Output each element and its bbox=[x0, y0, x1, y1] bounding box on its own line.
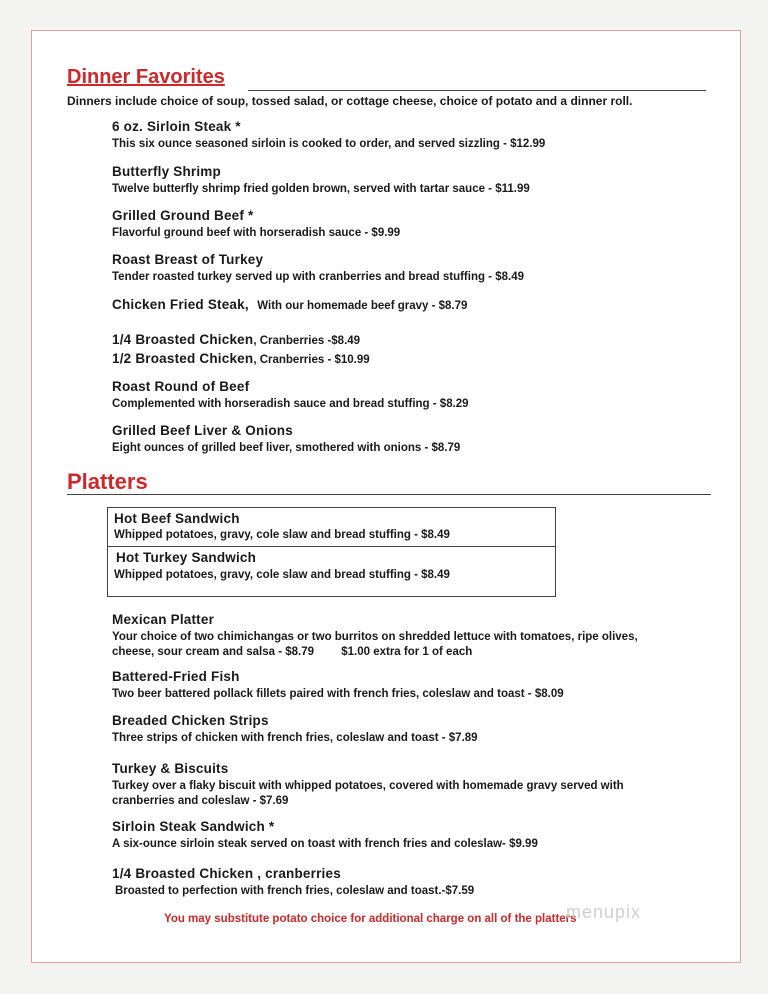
item-description: This six ounce seasoned sirloin is cooked to order, and served sizzling - $12.99 bbox=[112, 138, 546, 150]
item-description: Your choice of two chimichangas or two burritos on shredded lettuce with tomatoes, ripe olives, bbox=[112, 631, 638, 643]
item-name: Roast Breast of Turkey bbox=[112, 252, 264, 267]
item-description: With our homemade beef gravy - $8.79 bbox=[257, 300, 468, 312]
item-description-cont: cranberries and coleslaw - $7.69 bbox=[112, 795, 289, 807]
item-name: 1/4 Broasted Chicken , cranberries bbox=[112, 866, 341, 881]
item-name: Grilled Ground Beef * bbox=[112, 208, 254, 223]
menu-item bbox=[112, 713, 478, 746]
item-description: Complemented with horseradish sauce and bread stuffing - $8.29 bbox=[112, 398, 469, 410]
item-name: Battered-Fried Fish bbox=[112, 669, 240, 684]
item-name: 1/4 Broasted Chicken bbox=[112, 332, 254, 347]
item-name: 6 oz. Sirloin Steak * bbox=[112, 119, 241, 134]
menu-item bbox=[112, 331, 360, 349]
menu-item bbox=[112, 669, 564, 702]
platter-box-hot-beef bbox=[107, 507, 556, 547]
item-name: Hot Turkey Sandwich bbox=[116, 550, 257, 565]
item-description: A six-ounce sirloin steak served on toast with french fries and coleslaw- $9.99 bbox=[112, 838, 538, 850]
item-description: Three strips of chicken with french fries, coleslaw and toast - $7.89 bbox=[112, 732, 478, 744]
menu-item bbox=[112, 252, 524, 285]
item-description: Eight ounces of grilled beef liver, smothered with onions - $8.79 bbox=[112, 442, 461, 454]
dinner-favorites-heading: Dinner Favorites bbox=[67, 66, 225, 88]
item-name: Mexican Platter bbox=[112, 612, 215, 627]
menu-item bbox=[112, 761, 624, 809]
menu-item bbox=[112, 612, 638, 660]
item-description: Flavorful ground beef with horseradish sauce - $9.99 bbox=[112, 227, 401, 239]
item-description: , Cranberries -$8.49 bbox=[253, 335, 361, 347]
dinner-heading-rule bbox=[248, 90, 706, 91]
menu-item bbox=[112, 819, 538, 852]
item-description-cont: cheese, sour cream and salsa - $8.79 bbox=[112, 646, 315, 658]
item-name: Roast Round of Beef bbox=[112, 379, 250, 394]
item-description: , Cranberries - $10.99 bbox=[253, 354, 370, 366]
item-name: Sirloin Steak Sandwich * bbox=[112, 819, 275, 834]
item-name: Chicken Fried Steak, bbox=[112, 297, 249, 312]
item-description: Tender roasted turkey served up with cranberries and bread stuffing - $8.49 bbox=[112, 271, 524, 283]
menu-item bbox=[112, 379, 469, 412]
item-description: Two beer battered pollack fillets paired with french fries, coleslaw and toast - $8.09 bbox=[112, 688, 564, 700]
menu-item bbox=[112, 350, 370, 368]
platters-heading: Platters bbox=[67, 469, 148, 494]
platters-substitution-note: You may substitute potato choice for additional charge on all of the platters bbox=[164, 913, 577, 925]
menu-item bbox=[112, 208, 400, 241]
item-name: 1/2 Broasted Chicken bbox=[112, 351, 254, 366]
menu-item bbox=[112, 423, 460, 456]
menupix-watermark: menupix bbox=[566, 902, 642, 922]
item-name: Breaded Chicken Strips bbox=[112, 713, 269, 728]
menu-item bbox=[112, 866, 474, 899]
item-description: Turkey over a flaky biscuit with whipped potatoes, covered with homemade gravy served with bbox=[112, 780, 624, 792]
item-description-line2 bbox=[112, 645, 638, 660]
item-description: Broasted to perfection with french fries, coleslaw and toast.-$7.59 bbox=[115, 885, 475, 897]
dinner-intro: Dinners include choice of soup, tossed salad, or cottage cheese, choice of potato and a dinner roll. bbox=[67, 94, 633, 108]
item-extra-note: $1.00 extra for 1 of each bbox=[341, 646, 473, 658]
item-name: Grilled Beef Liver & Onions bbox=[112, 423, 293, 438]
item-description: Twelve butterfly shrimp fried golden brown, served with tartar sauce - $11.99 bbox=[112, 183, 530, 195]
menu-item bbox=[112, 119, 545, 152]
item-name: Butterfly Shrimp bbox=[112, 164, 221, 179]
item-description: Whipped potatoes, gravy, cole slaw and bread stuffing - $8.49 bbox=[114, 569, 450, 581]
item-name: Turkey & Biscuits bbox=[112, 761, 229, 776]
platters-heading-rule bbox=[67, 494, 711, 495]
item-description: Whipped potatoes, gravy, cole slaw and bread stuffing - $8.49 bbox=[114, 529, 450, 541]
menu-item bbox=[112, 296, 467, 314]
platter-box-hot-turkey bbox=[107, 546, 556, 597]
item-name: Hot Beef Sandwich bbox=[114, 511, 240, 526]
menu-item bbox=[112, 164, 530, 197]
